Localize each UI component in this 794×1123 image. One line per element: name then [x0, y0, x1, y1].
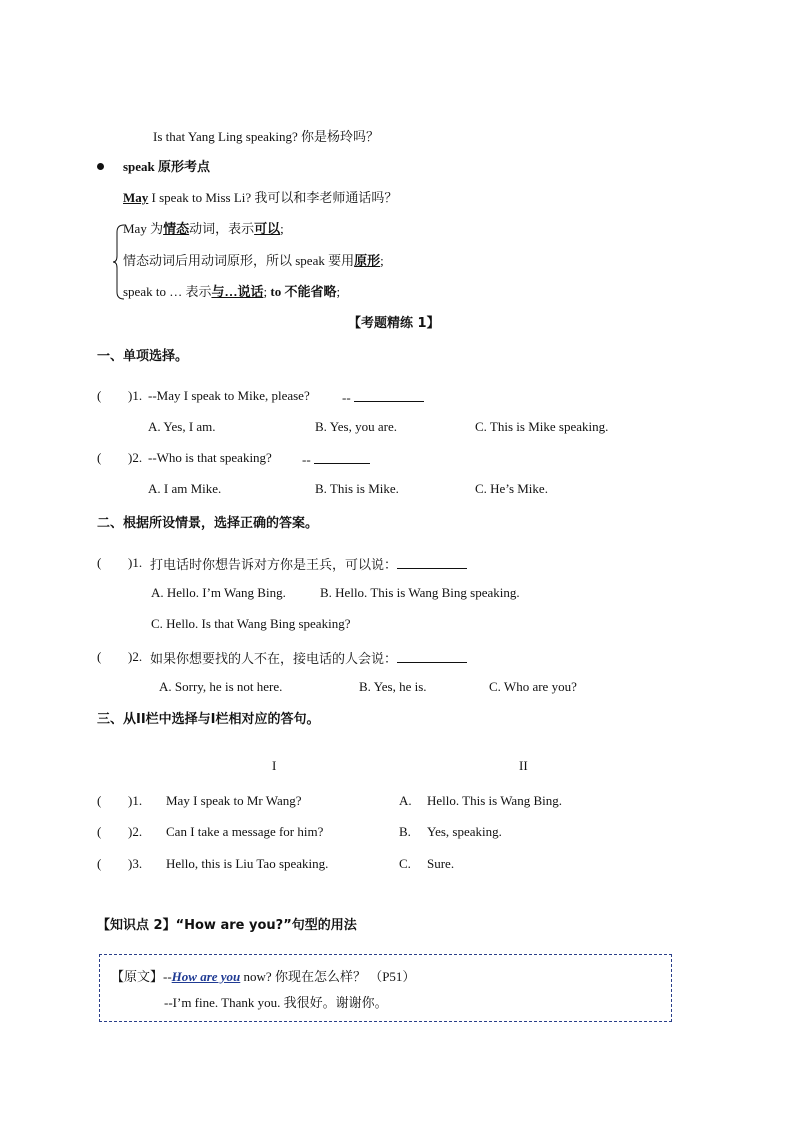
section1-title: 一、单项选择。 [97, 349, 189, 364]
section2-title: 二、根据所设情景，选择正确的答案。 [97, 516, 319, 531]
knowledge2-title: 【知识点 2】“How are you?”句型的用法 [97, 918, 357, 933]
s1-q2-paren: ( [97, 450, 102, 465]
original-text-line2: --I’m fine. Thank you. 我很好。谢谢你。 [164, 995, 388, 1010]
s1-q2-number: )2. [128, 450, 143, 465]
highlight-how-are-you: How are you [171, 969, 241, 984]
s2-q2-paren: ( [97, 649, 102, 664]
s1-q1-option-b: B. Yes, you are. [315, 419, 397, 434]
s3-row3-question: Hello, this is Liu Tao speaking. [166, 856, 329, 871]
column-ii-header: II [519, 758, 528, 773]
answer-blank[interactable] [397, 554, 467, 569]
point-example [123, 189, 397, 207]
section3-title: 三、从II栏中选择与I栏相对应的答句。 [97, 712, 320, 727]
s3-row3-paren: ( [97, 856, 102, 871]
point-example-rest: I speak to Miss Li? 我可以和李老师通话吗？ [148, 190, 398, 205]
s2-q1-number: )1. [128, 555, 143, 570]
s3-row1-number: )1. [128, 793, 143, 808]
s3-row2-paren: ( [97, 824, 102, 839]
s1-q1-text: --May I speak to Mike, please? [148, 388, 310, 403]
s2-q1-option-c: C. Hello. Is that Wang Bing speaking? [151, 616, 351, 631]
s1-q1-option-a: A. Yes, I am. [148, 419, 216, 434]
s2-q1-option-b: B. Hello. This is Wang Bing speaking. [320, 585, 520, 600]
s3-row3-letter: C. [399, 856, 411, 871]
s3-row3-answer: Sure. [427, 856, 455, 871]
s3-row2-letter: B. [399, 824, 411, 839]
s2-q1-text: 打电话时你想告诉对方你是王兵，可以说： [150, 554, 467, 574]
s2-q2-number: )2. [128, 649, 143, 664]
s2-q2-option-c: C. Who are you? [489, 679, 577, 694]
s3-row1-letter: A. [399, 793, 412, 808]
original-text-line1: 【原文】--How are you now? 你现在怎么样？ （P51） [111, 969, 416, 984]
s1-q1-number: )1. [128, 388, 143, 403]
answer-blank[interactable] [354, 387, 424, 402]
s2-q2-text: 如果你想要找的人不在，接电话的人会说： [150, 648, 467, 668]
point-example-lead: May [123, 190, 149, 205]
bullet-dot [97, 163, 104, 170]
s3-row1-paren: ( [97, 793, 102, 808]
point-note-2: 情态动词后用动词原形，所以 speak 要用原形; [123, 253, 384, 268]
s1-q1-reply: -- [342, 387, 424, 407]
point-note-3: speak to … 表示与…说话; to 不能省略; [123, 284, 341, 299]
answer-blank[interactable] [314, 449, 370, 464]
s3-row2-number: )2. [128, 824, 143, 839]
s1-q2-option-c: C. He’s Mike. [475, 481, 548, 496]
s3-row3-number: )3. [128, 856, 143, 871]
s2-q1-paren: ( [97, 555, 102, 570]
s2-q2-option-b: B. Yes, he is. [359, 679, 427, 694]
s1-q1-option-c: C. This is Mike speaking. [475, 419, 609, 434]
s3-row1-answer: Hello. This is Wang Bing. [427, 793, 562, 808]
original-label: 【原文】-- [111, 969, 172, 984]
s1-q2-reply: -- [302, 449, 370, 469]
s3-row2-question: Can I take a message for him? [166, 824, 324, 839]
point-title: speak 原形考点 [123, 159, 211, 174]
s1-q2-option-a: A. I am Mike. [148, 481, 222, 496]
s2-q1-option-a: A. Hello. I’m Wang Bing. [151, 585, 286, 600]
s2-q2-option-a: A. Sorry, he is not here. [159, 679, 283, 694]
s1-q2-text: --Who is that speaking? [148, 450, 272, 465]
s3-row1-question: May I speak to Mr Wang? [166, 793, 302, 808]
s3-row2-answer: Yes, speaking. [427, 824, 502, 839]
s1-q2-option-b: B. This is Mike. [315, 481, 399, 496]
answer-blank[interactable] [397, 648, 467, 663]
column-i-header: I [272, 758, 277, 773]
point-note-1: May 为情态动词，表示可以; [123, 221, 284, 236]
s1-q1-paren: ( [97, 388, 102, 403]
practice-title: 【考题精练 1】 [348, 316, 440, 331]
example-sentence: Is that Yang Ling speaking? 你是杨玲吗？ [153, 129, 380, 144]
